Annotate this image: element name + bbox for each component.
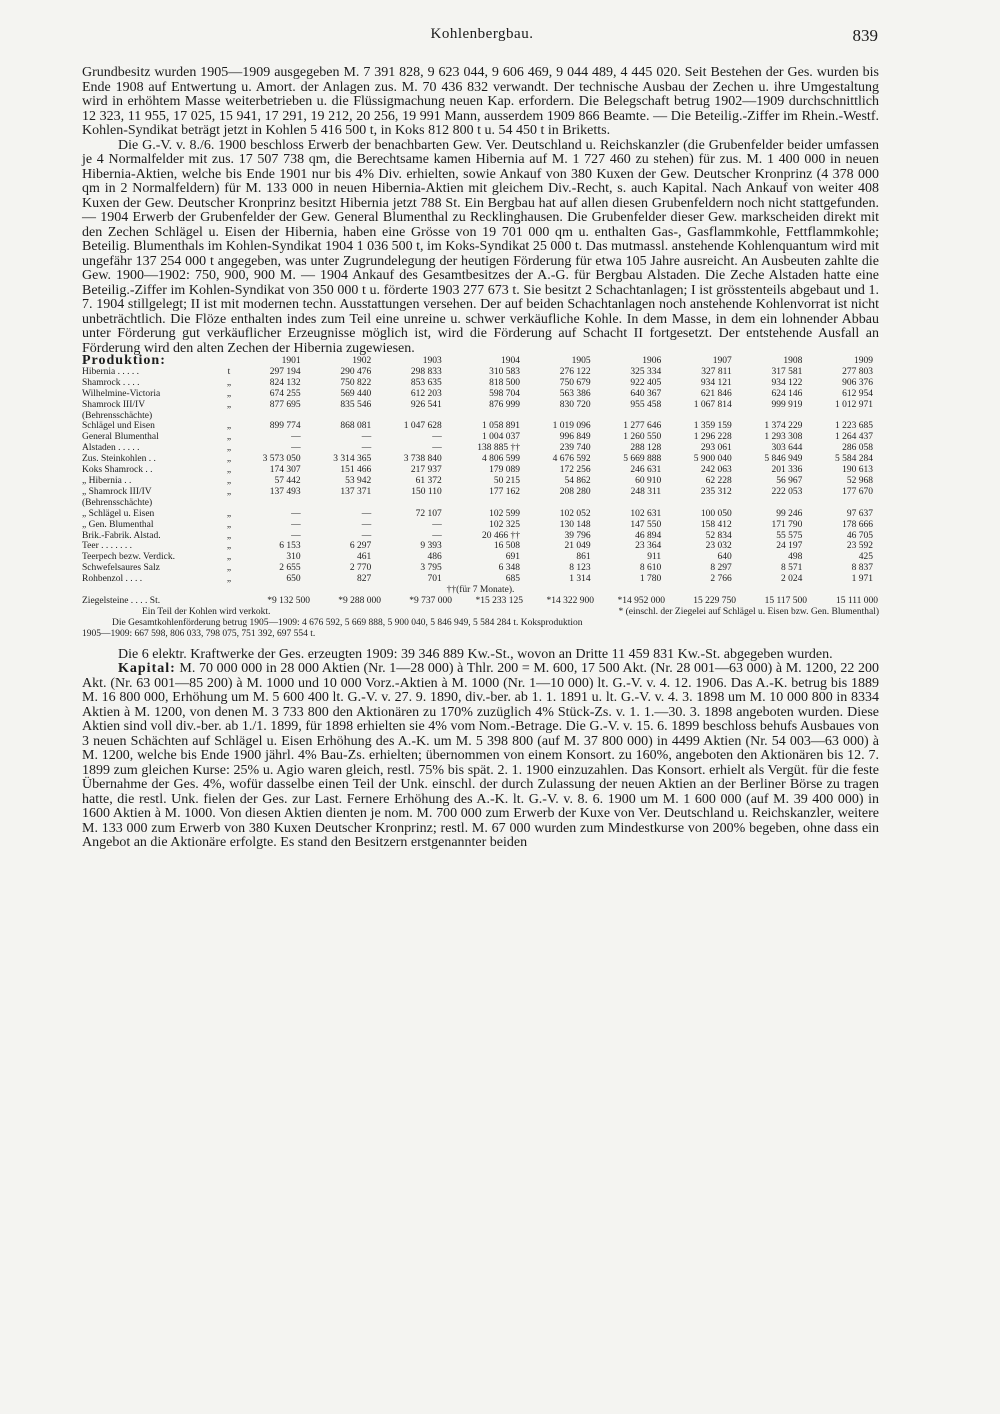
table-cell: 179 089	[489, 465, 520, 476]
table-cell: 835 546	[340, 399, 372, 410]
table-cell: 906 376	[842, 377, 873, 388]
table-cell: 612 954	[842, 388, 873, 399]
table-cell: 102 631	[630, 508, 662, 519]
row-label: „ Hibernia . .	[82, 475, 132, 486]
table-row	[82, 476, 879, 487]
table-cell: 246 631	[630, 465, 662, 476]
table-cell: 60 910	[635, 475, 662, 486]
kapital-label: Kapital:	[118, 661, 176, 677]
row-unit: „	[226, 377, 232, 388]
table-cell: 177 670	[842, 486, 873, 497]
year-header: 1907	[712, 356, 732, 366]
table-cell: 5 846 949	[764, 454, 803, 465]
table-cell: —	[361, 443, 372, 454]
table-cell: 286 058	[842, 443, 873, 454]
table-cell: 1 293 308	[764, 432, 803, 443]
table-cell: 190 613	[842, 465, 873, 476]
table-cell: 5 669 888	[623, 454, 662, 465]
table-cell: 1 047 628	[403, 421, 442, 432]
table-cell: 178 666	[842, 519, 873, 530]
table-cell: 174 307	[269, 465, 301, 476]
table-cell: 9 393	[420, 541, 442, 552]
table-cell: 999 919	[771, 399, 803, 410]
table-cell: 177 162	[489, 486, 520, 497]
table-cell	[236, 498, 307, 509]
row-unit: „	[226, 574, 232, 585]
table-cell: 8 297	[710, 563, 732, 574]
table-cell	[448, 411, 526, 422]
table-cell	[307, 498, 378, 509]
row-label: Brik.-Fabrik. Alstad.	[82, 530, 161, 541]
row-label: (Behrensschächte)	[82, 497, 153, 508]
ziegel-value: *14 322 900	[546, 596, 594, 607]
table-cell: 39 796	[564, 530, 591, 541]
table-cell: 217 937	[410, 465, 442, 476]
table-cell: 650	[286, 574, 301, 585]
paragraph-kapital	[82, 662, 879, 851]
ziegel-value: *9 132 500	[267, 596, 310, 607]
table-cell: 242 063	[700, 465, 732, 476]
table-cell: 1 971	[851, 574, 873, 585]
verkokt-note: Ein Teil der Kohlen wird verkokt.	[142, 607, 271, 618]
table-cell: 46 894	[635, 530, 662, 541]
production-table-body	[82, 367, 879, 585]
row-label: „ Shamrock III/IV	[82, 486, 152, 497]
table-cell: 102 325	[489, 519, 520, 530]
table-cell: 24 197	[776, 541, 803, 552]
running-header	[86, 26, 878, 50]
kapital-text: M. 70 000 000 in 28 000 Aktien (Nr. 1—28 000) à Thlr. 200 = M. 600, 17 500 Akt. (Nr. 28 001—63 000) à M. 1200, 22 200 Akt. (Nr. 63 001—85 200) à M. 1000 und 10 000 Vorz.-Aktien à M. 1000 (Nr. 1—10 000) lt. G.-V. v. 4. 12. 1906. Das A.-K. betrug bis 1889 M. 16 800 000, Erhöhung um M. 5 600 400 lt. G.-V. v. 27. 9. 1890, div.-ber. ab 1. 1. 1891 u. lt. G.-V. v. 4. 3. 1898 um M. 10 000 800 in 8334 Aktien à M. 1200, von denen M. 3 733 800 den Aktionären zu 170% zuzüglich 4% Stück-Zs. v. 1. 1.—30. 3. 1898 angeboten wurden. Diese Aktien sind voll div.-ber. ab 1./1. 1899, für 1898 erhielten sie 4% vom Nom.-Betrage. Die G.-V. v. 15. 6. 1899 beschloss behufs Ausbaues von 3 neuen Schächten auf Schlägel u. Eisen Erhöhung des A.-K. um M. 5 398 800 (auf M. 37 800 000) in 4499 Aktien (Nr. 54 003—63 000) à M. 1200, welche bis Ende 1900 jährl. 4% Bau-Zs. erhielten; übernommen von einem Konsort. zu 160%, angeboten den Aktionären bis 12. 7. 1899 zum gleichen Kurse: 25% u. Agio waren gleich, restl. 75% bis spät. 2. 1. 1900 einzuzahlen. Das Konsort. erhielt als Vergüt. für die feste Übernahme der Ges. 4%, wofür dasselbe einen Teil der Unk. einschl. der durch Zulassung der neuen Aktien an der Berliner Börse zu tragen hatte, die restl. Unk. fielen der Ges. zur Last. Fernere Erhöhung des A.-K. lt. G.-V. v. 8. 6. 1900 um M. 1 600 000 (auf M. 39 400 000) in 1600 Aktien à M. 1000. Von diesen Aktien dienten je nom. M. 700 000 zum Erwerb der Kuxe von Ver. Deutschland u. Reichskanzler, weitere M. 133 000 zum Erwerb von 380 Kuxen Deutscher Kronprinz; restl. M. 67 000 wurden zum Mindestkurse von 200% begeben, ohne dass ein Angebot an die Aktionäre erfolgte. Es stand den Besitzern erstgenannter beiden	[82, 661, 880, 851]
table-cell	[808, 498, 879, 509]
table-row	[82, 541, 879, 552]
table-cell: 624 146	[771, 388, 803, 399]
table-cell: 239 740	[559, 443, 591, 454]
table-row	[82, 531, 879, 542]
table-cell: 23 032	[705, 541, 732, 552]
table-row	[82, 367, 879, 378]
table-cell: 1 780	[639, 574, 662, 585]
ziegel-value: 15 111 000	[835, 596, 878, 607]
table-cell	[738, 411, 809, 422]
table-cell: 151 466	[340, 465, 372, 476]
table-cell: 3 314 365	[333, 454, 372, 465]
row-label: Shamrock III/IV	[82, 399, 146, 410]
table-cell: 102 052	[559, 508, 591, 519]
table-cell: 612 203	[410, 388, 442, 399]
table-cell: 899 774	[269, 421, 301, 432]
page-number: 839	[852, 26, 878, 45]
notes-row	[82, 607, 879, 618]
table-row	[82, 509, 879, 520]
table-cell: 52 834	[705, 530, 732, 541]
table-cell: 4 676 592	[552, 454, 591, 465]
table-row	[82, 552, 879, 563]
table-cell: 5 584 284	[835, 454, 873, 465]
table-cell: 54 862	[564, 475, 591, 486]
row-label: Wilhelmine-Victoria	[82, 388, 161, 399]
table-cell: 486	[427, 552, 442, 563]
table-cell: 830 720	[559, 399, 591, 410]
year-header: 1901	[281, 356, 301, 366]
table-cell	[808, 411, 879, 422]
row-unit: „	[226, 541, 232, 552]
table-cell: —	[432, 519, 442, 530]
table-cell: —	[432, 432, 442, 443]
ziegel-value: 15 117 500	[764, 596, 807, 607]
table-cell: 640	[717, 552, 732, 563]
table-cell: 1 058 891	[482, 421, 520, 432]
table-cell: 248 311	[630, 486, 662, 497]
row-label: Zus. Steinkohlen . .	[82, 454, 156, 465]
table-cell: 691	[505, 552, 520, 563]
table-cell: 62 228	[705, 475, 732, 486]
table-cell: 288 128	[630, 443, 662, 454]
table-cell: 621 846	[700, 388, 732, 399]
production-header-row	[82, 356, 879, 367]
table-cell: 298 833	[410, 366, 442, 377]
table-cell: 911	[647, 552, 662, 563]
table-row	[82, 400, 879, 411]
row-unit: „	[226, 443, 232, 454]
table-row	[82, 411, 879, 422]
table-cell: 2 770	[349, 563, 372, 574]
ziegel-value: *9 737 000	[409, 596, 452, 607]
row-label: Rohbenzol . . . .	[82, 574, 143, 585]
einschl-note: * (einschl. der Ziegelei auf Schlägel u. Eisen bzw. Gen. Blumenthal)	[618, 607, 879, 618]
row-label: Hibernia . . . . .	[82, 366, 139, 377]
row-unit: „	[226, 508, 232, 519]
table-row	[82, 378, 879, 389]
row-unit: „	[226, 421, 232, 432]
table-cell: 235 312	[700, 486, 732, 497]
table-cell: —	[291, 530, 301, 541]
table-cell: 926 541	[410, 399, 442, 410]
table-cell: 201 336	[771, 465, 803, 476]
table-cell: 1 012 971	[835, 399, 873, 410]
table-cell: 824 132	[269, 377, 301, 388]
year-header: 1903	[422, 356, 442, 366]
row-unit: „	[226, 552, 232, 563]
table-cell: 21 049	[564, 541, 591, 552]
year-header: 1906	[642, 356, 662, 366]
ziegel-row	[82, 596, 879, 607]
table-cell: 674 255	[269, 388, 301, 399]
row-unit: „	[226, 475, 232, 486]
table-cell: 861	[576, 552, 591, 563]
table-cell: 55 575	[776, 530, 803, 541]
table-cell: 6 153	[279, 541, 301, 552]
table-cell: 1 374 229	[764, 421, 803, 432]
table-cell: 317 581	[771, 366, 803, 377]
table-cell: 8 123	[569, 563, 591, 574]
table-cell: 1 223 685	[835, 421, 873, 432]
table-cell: 52 968	[846, 475, 873, 486]
table-cell	[526, 498, 597, 509]
table-cell: 23 592	[846, 541, 873, 552]
table-cell: 150 110	[411, 486, 442, 497]
table-cell: 99 246	[776, 508, 803, 519]
table-cell: 327 811	[701, 366, 732, 377]
row-unit: „	[226, 454, 232, 465]
table-cell: —	[291, 519, 301, 530]
table-row	[82, 498, 879, 509]
table-cell: 8 571	[781, 563, 803, 574]
table-cell: 158 412	[700, 519, 732, 530]
row-label: Schlägel und Eisen	[82, 421, 155, 432]
paragraph-erwerb: Die G.-V. v. 8./6. 1900 beschloss Erwerb der benachbarten Gew. Ver. Deutschland u. Reichskanzler (die Grubenfelder beider umfassen je 4 Normalfelder mit zus. 17 507 738 qm, die Berechtsame kamen Hibernia auf M. 1 727 460 zu stehen) für zus. M. 1 400 000 in neuen Hibernia-Aktien, welche bis Ende 1901 nur bis 4% Div. erhielten, sowie Ankauf von 380 Kuxen der Gew. Deutscher Kronprinz (4 378 000 qm in 2 Normalfeldern) für M. 133 000 in neuen Hibernia-Aktien mit gleichem Div.-Recht, s. auch Kapital. Nach Ankauf von weiter 408 Kuxen der Gew. Deutscher Kronprinz besitzt Hibernia jetzt 788 St. Ein Bergbau hat auf allen diesen Grubenfeldern noch nicht stattgefunden. — 1904 Erwerb der Grubenfelder der Gew. General Blumenthal zu Recklinghausen. Die Grubenfelder dieser Gew. markscheiden direkt mit den Zechen Schlägel u. Eisen der Hibernia, haben eine Grösse von 19 701 000 qm u. enthalten Gas-, Gasflammkohle, Fettflammkohle; Beteilig. Blumenthals im Kohlen-Syndikat 1904 1 036 500 t, im Koks-Syndikat 25 000 t. Das mutmassl. anstehende Kohlenquantum wird mit ungefähr 137 254 000 t angegeben, was unter Zugrundelegung der heutigen Förderung für etwa 105 Jahre ausreicht. An Ausbeuten zahlte die Gew. 1900—1902: 750, 900, 900 M. — 1904 Ankauf des Gesamtbesitzes der A.-G. für Bergbau Alstaden. Die Zeche Alstaden hatte eine Beteilig.-Ziffer im Kohlen-Syndikat von 350 000 t u. förderte 1903 277 673 t. Sie besitzt 2 Schachtanlagen; I ist grösstenteils abgebaut und 1. 7. 1904 stillgelegt; II ist mit modernen techn. Ausstattungen versehen. Der auf beiden Schachtanlagen noch anstehende Kohlenvorrat ist nicht unbeträchtlich. Die Flöze enthalten indes zum Teil eine unreine u. schwer verkäufliche Kohle. In dem Masse, in dem ein lohnender Abbau unter Förderung gut verkäuflicher Erzeugnisse möglich ist, wird die Förderung auf Schacht II fortgesetzt. Der entstehende Ausfall an Förderung wird den alten Zechen der Hibernia zugewiesen.	[82, 137, 879, 356]
table-cell: 56 967	[776, 475, 803, 486]
table-cell: 498	[788, 552, 803, 563]
table-cell: 4 806 599	[482, 454, 520, 465]
table-cell: 1 359 159	[693, 421, 732, 432]
table-cell: —	[361, 508, 372, 519]
table-cell: 1 314	[569, 574, 591, 585]
row-label: Schwefelsaures Salz	[82, 563, 160, 574]
table-cell: 130 148	[559, 519, 591, 530]
table-cell	[667, 498, 738, 509]
year-header: 1909	[854, 356, 873, 366]
table-cell: 20 466 ††	[482, 530, 520, 541]
table-cell: 750 679	[559, 377, 591, 388]
table-row	[82, 563, 879, 574]
months-note: ††(für 7 Monate).	[446, 585, 515, 596]
table-cell: 3 573 050	[262, 454, 301, 465]
table-cell: 934 122	[771, 377, 803, 388]
table-cell: 563 386	[559, 388, 591, 399]
row-unit	[222, 411, 236, 422]
table-cell: 2 024	[781, 574, 803, 585]
table-cell: —	[291, 508, 301, 519]
table-row	[82, 432, 879, 443]
table-cell	[597, 411, 668, 422]
table-cell: 868 081	[340, 421, 372, 432]
table-cell: 137 371	[340, 486, 372, 497]
table-cell: 138 885 ††	[477, 443, 520, 454]
table-cell: 6 348	[498, 563, 520, 574]
table-row	[82, 487, 879, 498]
table-cell	[526, 411, 597, 422]
table-cell: —	[291, 443, 301, 454]
table-cell: 310	[286, 552, 301, 563]
table-cell: 877 695	[269, 399, 301, 410]
table-cell: —	[361, 432, 372, 443]
table-cell: 277 803	[842, 366, 873, 377]
table-cell: 750 822	[340, 377, 372, 388]
table-cell: 598 704	[489, 388, 520, 399]
table-cell: 310 583	[489, 366, 520, 377]
table-cell	[597, 498, 668, 509]
table-row	[82, 443, 879, 454]
table-cell: —	[432, 443, 442, 454]
table-cell: 137 493	[269, 486, 301, 497]
table-cell: 2 655	[279, 563, 301, 574]
table-cell: —	[361, 519, 372, 530]
row-label: Alstaden . . . . .	[82, 443, 140, 454]
table-cell: 208 280	[559, 486, 591, 497]
table-cell: 934 121	[700, 377, 732, 388]
table-cell: 276 122	[559, 366, 591, 377]
table-cell: 23 364	[635, 541, 662, 552]
table-cell	[738, 498, 809, 509]
running-title: Kohlenbergbau.	[430, 26, 534, 42]
production-heading: Produktion:	[82, 353, 166, 368]
table-cell	[448, 498, 526, 509]
row-unit	[222, 498, 236, 509]
table-cell: 640 367	[630, 388, 662, 399]
table-cell: 171 790	[771, 519, 803, 530]
table-cell	[377, 411, 448, 422]
table-cell: 222 053	[771, 486, 803, 497]
row-label: Teer . . . . . . .	[82, 541, 132, 552]
table-cell: 853 635	[410, 377, 442, 388]
table-cell: 955 458	[630, 399, 662, 410]
ziegel-label: Ziegelsteine . . . . St.	[82, 596, 161, 607]
table-cell: 1 260 550	[623, 432, 662, 443]
row-unit: „	[226, 432, 232, 443]
table-cell: 102 599	[489, 508, 520, 519]
table-cell: 569 440	[340, 388, 372, 399]
ziegel-value: *9 288 000	[338, 596, 381, 607]
table-cell: 53 942	[345, 475, 372, 486]
row-label: Koks Shamrock . .	[82, 465, 153, 476]
koks-note: 1905—1909: 667 598, 806 033, 798 075, 751 392, 697 554 t.	[82, 628, 316, 639]
row-unit: „	[226, 530, 232, 541]
row-label: „ Gen. Blumenthal	[82, 519, 154, 530]
table-row	[82, 465, 879, 476]
table-cell: 1 067 814	[693, 399, 732, 410]
table-cell: 425	[858, 552, 873, 563]
table-cell: 293 061	[700, 443, 732, 454]
table-cell: 3 795	[420, 563, 442, 574]
table-cell: 61 372	[415, 475, 442, 486]
table-cell: 461	[356, 552, 372, 563]
table-cell: 297 194	[269, 366, 301, 377]
row-unit: t	[227, 366, 231, 377]
ziegel-value: *14 952 000	[617, 596, 665, 607]
table-cell	[307, 411, 378, 422]
paragraph-grundbesitz: Grundbesitz wurden 1905—1909 ausgegeben M. 7 391 828, 9 623 044, 9 606 469, 9 044 489, 4 445 020. Seit Bestehen der Ges. wurden bis Ende 1908 auf Entwertung u. Amort. der Anlagen zus. M. 70 436 832 verwandt. Der technische Ausbau der Zechen u. ihre Umgestaltung wird in erhöhtem Masse weiterbetrieben u. die Flüssigmachung neuen Kap. erfordern. Die Belegschaft betrug 1902—1909 durchschnittlich 12 323, 11 955, 17 025, 15 941, 17 291, 19 212, 20 256, 19 991 Mann, ausserdem 1909 866 Beamte. — Die Beteilig.-Ziffer im Rhein.-Westf. Kohlen-Syndikat beträgt jetzt in Kohlen 5 416 500 t, in Koks 812 800 t u. 54 450 t in Briketts.	[82, 65, 879, 138]
row-unit: „	[226, 519, 232, 530]
table-cell: 701	[427, 574, 442, 585]
table-cell: 46 705	[846, 530, 873, 541]
table-cell: 172 256	[559, 465, 591, 476]
year-header: 1904	[501, 356, 520, 366]
row-unit: „	[226, 388, 232, 399]
table-cell: 3 738 840	[403, 454, 442, 465]
row-label: Shamrock . . . .	[82, 377, 140, 388]
ziegel-value: *15 233 125	[475, 596, 523, 607]
table-cell: —	[291, 432, 301, 443]
table-cell: 97 637	[846, 508, 873, 519]
table-cell: 1 004 037	[482, 432, 520, 443]
row-label: Teerpech bezw. Verdick.	[82, 552, 175, 563]
table-cell	[236, 411, 307, 422]
table-row	[82, 454, 879, 465]
table-cell: 827	[356, 574, 372, 585]
table-cell	[377, 498, 448, 509]
table-cell: 50 215	[493, 475, 520, 486]
table-cell: 303 644	[771, 443, 803, 454]
year-header: 1902	[352, 356, 372, 366]
table-cell: —	[432, 530, 442, 541]
row-unit: „	[226, 486, 232, 497]
production-table	[82, 353, 879, 585]
row-label: General Blumenthal	[82, 432, 159, 443]
table-row	[82, 421, 879, 432]
table-cell: 6 297	[349, 541, 372, 552]
year-header: 1908	[783, 356, 803, 366]
table-cell: 325 334	[630, 366, 662, 377]
table-cell: 922 405	[630, 377, 662, 388]
table-cell: 876 999	[489, 399, 520, 410]
row-unit: „	[226, 563, 232, 574]
table-cell: 16 508	[493, 541, 520, 552]
table-cell: 1 264 437	[835, 432, 873, 443]
table-row	[82, 574, 879, 585]
ziegel-value: 15 229 750	[693, 596, 736, 607]
table-cell: 685	[505, 574, 520, 585]
paragraph-elektr: Die 6 elektr. Kraftwerke der Ges. erzeugten 1909: 39 346 889 Kw.-St., wovon an Dritte 11 459 831 Kw.-St. abgegeben wurden.	[118, 646, 833, 662]
row-unit: „	[226, 399, 232, 410]
table-cell: —	[361, 530, 372, 541]
table-cell: 1 296 228	[693, 432, 732, 443]
table-row	[82, 389, 879, 400]
gesamt-note: Die Gesamtkohlenförderung betrug 1905—1909: 4 676 592, 5 669 888, 5 900 040, 5 846 949, 5 584 284 t. Koksproduktion	[112, 617, 583, 628]
table-cell: 290 476	[340, 366, 372, 377]
table-cell: 72 107	[415, 508, 442, 519]
table-cell: 1 277 646	[623, 421, 662, 432]
table-cell	[667, 411, 738, 422]
table-cell: 2 766	[710, 574, 732, 585]
table-cell: 8 610	[639, 563, 662, 574]
table-row	[82, 520, 879, 531]
row-label: „ Schlägel u. Eisen	[82, 508, 155, 519]
page-content	[82, 66, 879, 851]
row-unit: „	[226, 465, 232, 476]
year-header: 1905	[571, 356, 591, 366]
table-cell: 996 849	[559, 432, 591, 443]
table-cell: 1 019 096	[552, 421, 591, 432]
row-label: (Behrensschächte)	[82, 410, 153, 421]
table-cell: 100 050	[700, 508, 732, 519]
table-cell: 57 442	[274, 475, 301, 486]
table-cell: 818 500	[489, 377, 520, 388]
table-cell: 8 837	[851, 563, 873, 574]
table-cell: 5 900 040	[693, 454, 732, 465]
table-cell: 147 550	[630, 519, 662, 530]
